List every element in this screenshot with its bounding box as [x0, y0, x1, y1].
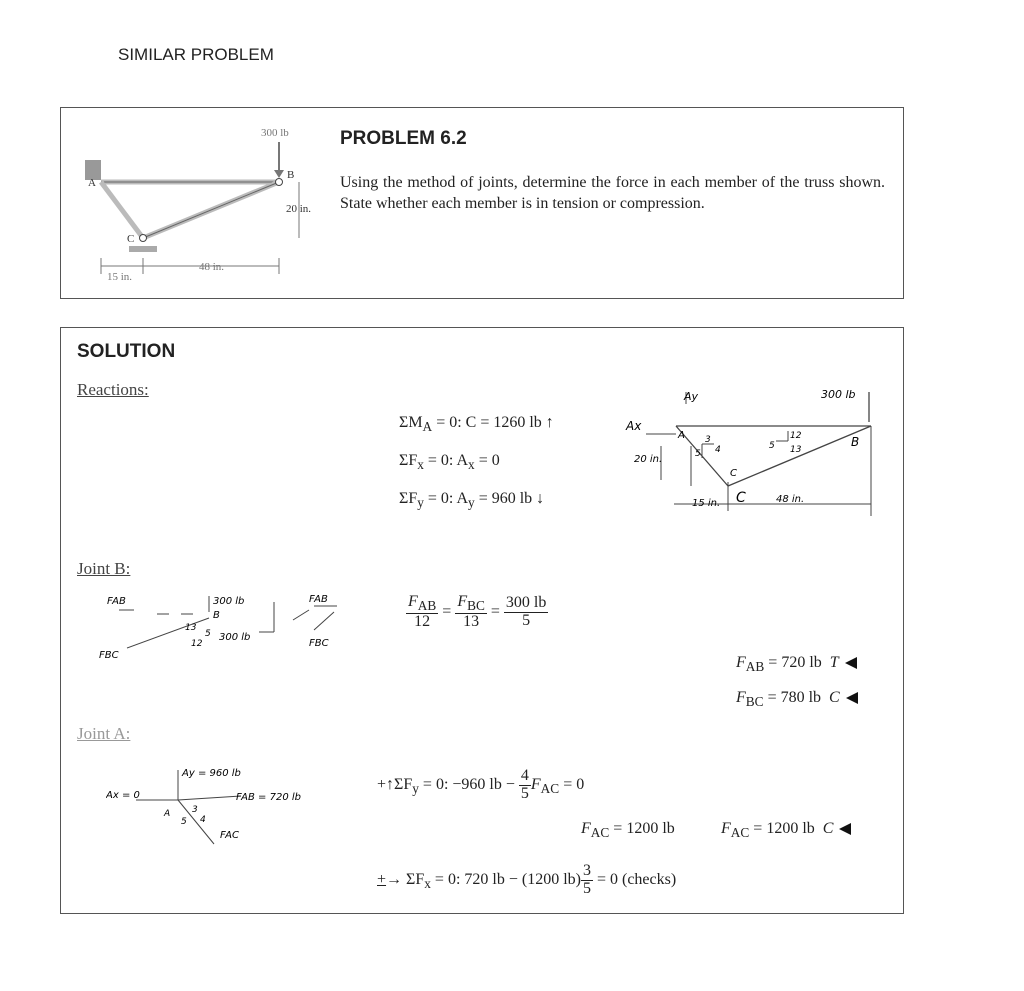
ja-fab: FAB = 720 lb [236, 792, 301, 803]
joint-b-sketch [99, 590, 351, 670]
problem-text: Using the method of joints, determine the force in each member of the truss shown. State whether each member is in tension or compression. [340, 174, 885, 212]
sketch-tri1-b: 4 [715, 445, 721, 455]
ja-n5: 5 [181, 817, 187, 827]
down-arrow-icon: ↓ [536, 490, 545, 507]
sketch-tri2-c: 13 [790, 445, 802, 455]
joint-b-pin [276, 179, 283, 186]
ratio-equation: $\frac{F_{AB}}{12}$ = $\frac{F_{BC}}{13}$ = $\frac{300 lb}{5}$ [408, 593, 547, 631]
jb-load2: 300 lb [219, 632, 251, 643]
fy-reaction-equation: $\Sigma F_y = 0$: $A_y = 960$ lb ↓ [399, 490, 545, 511]
sketch-a: A [678, 430, 685, 441]
result-pointer-icon [839, 823, 851, 835]
member-ac [101, 182, 143, 238]
solution-heading: SOLUTION [77, 341, 176, 362]
up-arrow-icon: ↑ [386, 775, 395, 793]
fac-result: $F_{AC} = 1200$ lb C [721, 820, 851, 841]
dim-48-label: 48 in. [199, 261, 225, 273]
jb-n13: 13 [185, 623, 197, 633]
jb-fab2: FAB [309, 594, 328, 605]
ja-n4: 4 [200, 815, 206, 825]
ja-fac: FAC [220, 830, 239, 841]
moment-equation: $\Sigma M_A = 0$: C = 1260 lb ↑ [399, 414, 554, 435]
fx-reaction-equation: $\Sigma F_x = 0$: $A_x = 0$ [399, 452, 500, 473]
joint-a-sketch [106, 760, 326, 860]
ja-n3: 3 [192, 805, 198, 815]
sketch-load: 300 lb [821, 388, 856, 401]
reactions-label: Reactions: [77, 380, 149, 399]
free-body-sketch [616, 386, 891, 526]
jb-load: 300 lb [213, 596, 245, 607]
label-c: C [127, 233, 135, 245]
up-arrow-icon: ↑ [545, 414, 554, 431]
sketch-tri1-c: 5 [695, 449, 701, 459]
sketch-dim15: 15 in. [692, 498, 721, 509]
jb-fbc: FBC [99, 650, 119, 661]
ja-a: A [164, 809, 171, 819]
load-label: 300 lb [261, 127, 289, 139]
fbc-result: $F_{BC} = 780$ lb C [736, 689, 858, 710]
sketch-tri2-a: 12 [790, 431, 802, 441]
fy-joint-a-equation: $+↑\Sigma F_y = 0$: −960 lb − $\frac{4}{5}$ $F_{AC} = 0$ [377, 767, 585, 802]
sketch-ay: Ay [684, 390, 699, 403]
jb-b: B [213, 610, 220, 621]
label-a: A [88, 177, 96, 189]
truss-figure [61, 108, 331, 298]
sketch-b: B [851, 435, 860, 449]
joint-a-label: Joint A: [77, 724, 131, 743]
height-dim-label: 20 in. [286, 203, 312, 215]
dim-15-label: 15 in. [107, 271, 133, 283]
ja-ax: Ax = 0 [106, 790, 140, 801]
sketch-tri2-b: 5 [769, 441, 775, 451]
label-b: B [287, 169, 295, 181]
jb-n12: 12 [191, 639, 203, 649]
joint-b-label: Joint B: [77, 559, 131, 578]
solution-box [60, 327, 904, 914]
jb-fab: FAB [107, 596, 126, 607]
sketch-ax: Ax [626, 419, 642, 433]
right-arrow-icon: → [386, 870, 403, 888]
similar-problem-label: SIMILAR PROBLEM [118, 45, 274, 64]
fx-joint-a-equation: +→ $\Sigma F_x = 0$: 720 lb − (1200 lb) $\frac{3}{5}$ = 0 (checks) [377, 862, 677, 897]
sketch-c-small: C [730, 468, 737, 479]
ja-ay: Ay = 960 lb [182, 768, 241, 779]
jb-fbc2: FBC [309, 638, 329, 649]
sketch-c-big: C [736, 490, 746, 506]
joint-c-pin [140, 235, 147, 242]
sketch-dim48: 48 in. [776, 494, 805, 505]
fac-value: $F_{AC} = 1200$ lb [581, 820, 675, 841]
sketch-height: 20 in. [634, 454, 663, 465]
problem-box [60, 107, 904, 299]
result-pointer-icon [846, 692, 858, 704]
result-pointer-icon [845, 657, 857, 669]
support-c [129, 246, 157, 252]
sketch-tri1-a: 3 [705, 435, 711, 445]
jb-n5: 5 [205, 629, 211, 639]
fab-result: $F_{AB} = 720$ lb T [736, 654, 857, 675]
problem-title: PROBLEM 6.2 [340, 128, 467, 149]
